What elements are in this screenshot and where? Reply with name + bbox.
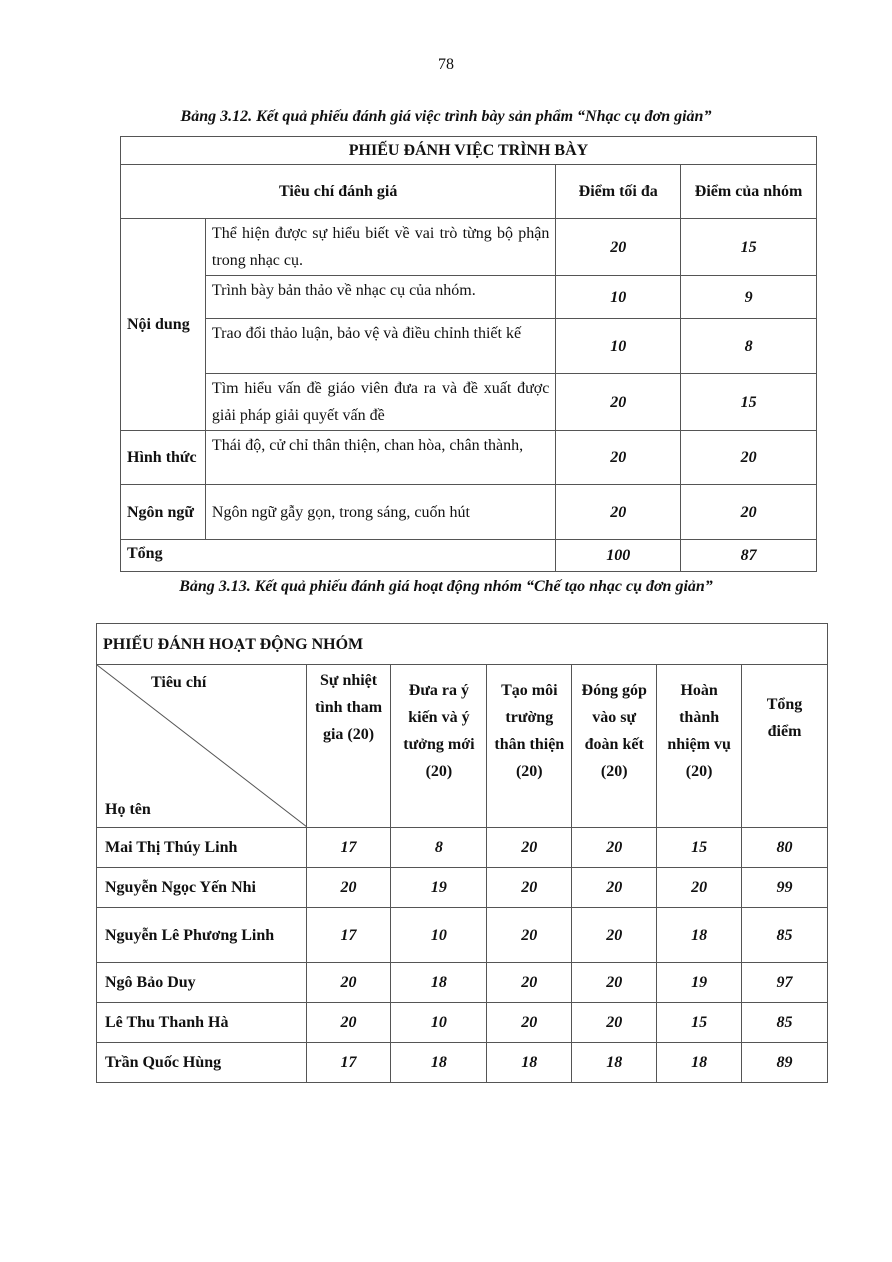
score-cell: 18 <box>391 1043 487 1083</box>
group-score: 15 <box>681 374 817 431</box>
total-label: Tổng <box>121 540 556 572</box>
criterion-text: Ngôn ngữ gẫy gọn, trong sáng, cuốn hút <box>205 485 555 540</box>
score-cell: 20 <box>487 828 572 868</box>
score-cell: 20 <box>657 868 742 908</box>
score-cell: 15 <box>657 1003 742 1043</box>
score-cell: 20 <box>572 908 657 963</box>
score-cell: 19 <box>657 963 742 1003</box>
score-cell: 18 <box>657 1043 742 1083</box>
member-name: Nguyễn Ngọc Yến Nhi <box>97 868 307 908</box>
group-score: 9 <box>681 276 817 319</box>
score-cell: 20 <box>306 1003 391 1043</box>
score-cell: 18 <box>391 963 487 1003</box>
score-cell: 10 <box>391 1003 487 1043</box>
table1-header-group: Điểm của nhóm <box>681 165 817 219</box>
score-cell: 17 <box>306 1043 391 1083</box>
member-name: Mai Thị Thúy Linh <box>97 828 307 868</box>
criterion-text: Trao đổi thảo luận, bảo vệ và điều chỉnh thiết kế <box>205 319 555 374</box>
score-cell: 18 <box>487 1043 572 1083</box>
member-name: Nguyễn Lê Phương Linh <box>97 908 307 963</box>
max-score: 10 <box>556 319 681 374</box>
total-cell: 97 <box>742 963 828 1003</box>
total-cell: 85 <box>742 908 828 963</box>
score-cell: 18 <box>657 908 742 963</box>
group-label-form: Hình thức <box>121 431 206 485</box>
score-cell: 20 <box>487 1003 572 1043</box>
score-cell: 18 <box>572 1043 657 1083</box>
score-cell: 20 <box>572 1003 657 1043</box>
table1-header-criteria: Tiêu chí đánh giá <box>121 165 556 219</box>
max-score: 20 <box>556 219 681 276</box>
corner-bottom-label: Họ tên <box>105 801 151 818</box>
score-cell: 17 <box>306 908 391 963</box>
score-cell: 19 <box>391 868 487 908</box>
max-score: 20 <box>556 431 681 485</box>
column-header: Đóng góp vào sự đoàn kết (20) <box>572 665 657 828</box>
criterion-text: Thể hiện được sự hiểu biết về vai trò từng bộ phận trong nhạc cụ. <box>205 219 555 276</box>
column-header: Tổng điểm <box>742 665 828 828</box>
table1-header-max: Điểm tối đa <box>556 165 681 219</box>
table1-title: PHIẾU ĐÁNH VIỆC TRÌNH BÀY <box>121 137 817 165</box>
corner-top-label: Tiêu chí <box>151 674 207 691</box>
total-cell: 99 <box>742 868 828 908</box>
member-name: Lê Thu Thanh Hà <box>97 1003 307 1043</box>
criterion-text: Thái độ, cử chỉ thân thiện, chan hòa, chân thành, <box>205 431 555 485</box>
column-header: Sự nhiệt tình tham gia (20) <box>306 665 391 828</box>
member-name: Trần Quốc Hùng <box>97 1043 307 1083</box>
score-cell: 20 <box>487 868 572 908</box>
group-activity-table <box>96 623 828 1083</box>
group-score: 20 <box>681 431 817 485</box>
score-cell: 20 <box>572 828 657 868</box>
score-cell: 20 <box>487 963 572 1003</box>
total-cell: 85 <box>742 1003 828 1043</box>
total-cell: 80 <box>742 828 828 868</box>
max-score: 20 <box>556 374 681 431</box>
column-header: Hoàn thành nhiệm vụ (20) <box>657 665 742 828</box>
member-name: Ngô Bảo Duy <box>97 963 307 1003</box>
total-score: 87 <box>681 540 817 572</box>
group-label-language: Ngôn ngữ <box>121 485 206 540</box>
group-label-content: Nội dung <box>121 219 206 431</box>
group-score: 8 <box>681 319 817 374</box>
score-cell: 20 <box>572 963 657 1003</box>
score-cell: 10 <box>391 908 487 963</box>
score-cell: 20 <box>306 868 391 908</box>
group-score: 20 <box>681 485 817 540</box>
score-cell: 20 <box>572 868 657 908</box>
max-score: 20 <box>556 485 681 540</box>
group-score: 15 <box>681 219 817 276</box>
score-cell: 20 <box>487 908 572 963</box>
presentation-evaluation-table <box>120 136 817 572</box>
score-cell: 17 <box>306 828 391 868</box>
total-cell: 89 <box>742 1043 828 1083</box>
table1-caption: Bảng 3.12. Kết quả phiếu đánh giá việc trình bày sản phẩm “Nhạc cụ đơn giản” <box>180 108 712 125</box>
total-max: 100 <box>556 540 681 572</box>
criterion-text: Tìm hiểu vấn đề giáo viên đưa ra và đề xuất được giải pháp giải quyết vấn đề <box>205 374 555 431</box>
score-cell: 8 <box>391 828 487 868</box>
table2-title: PHIẾU ĐÁNH HOẠT ĐỘNG NHÓM <box>97 624 828 665</box>
corner-header-cell <box>97 665 307 828</box>
table2-caption: Bảng 3.13. Kết quả phiếu đánh giá hoạt động nhóm “Chế tạo nhạc cụ đơn giản” <box>179 578 713 595</box>
criterion-text: Trình bày bản thảo về nhạc cụ của nhóm. <box>205 276 555 319</box>
column-header: Đưa ra ý kiến và ý tưởng mới (20) <box>391 665 487 828</box>
score-cell: 20 <box>306 963 391 1003</box>
max-score: 10 <box>556 276 681 319</box>
page-number: 78 <box>438 56 454 73</box>
column-header: Tạo môi trường thân thiện (20) <box>487 665 572 828</box>
score-cell: 15 <box>657 828 742 868</box>
